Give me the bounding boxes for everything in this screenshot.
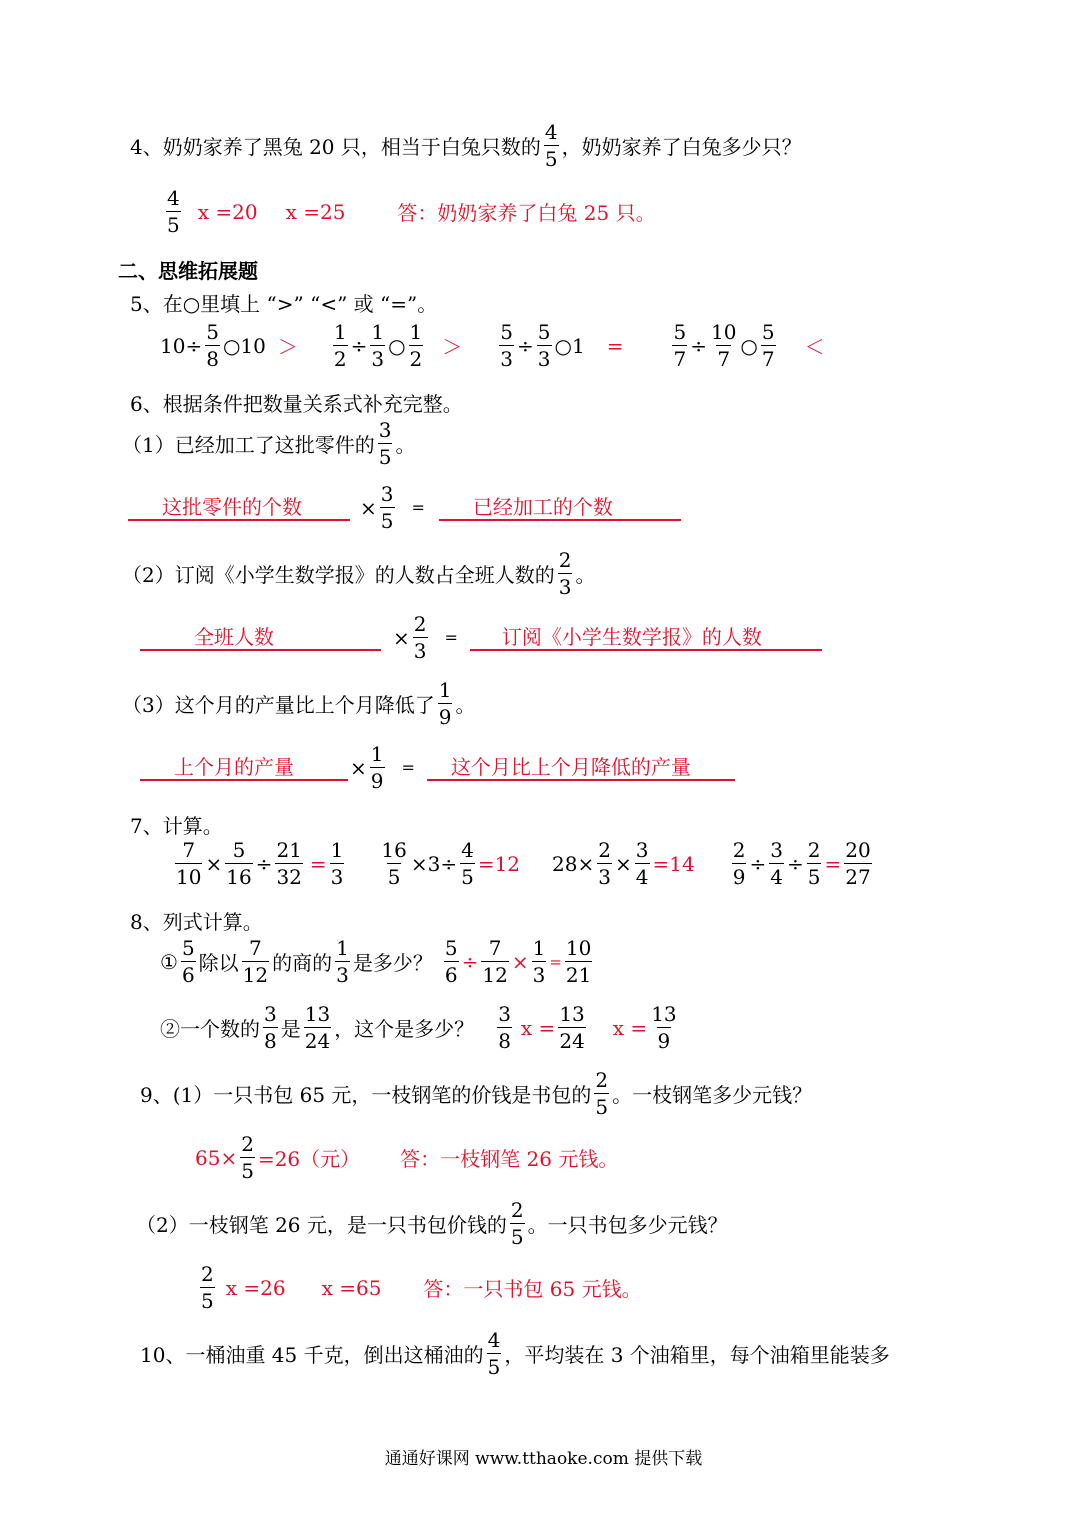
fraction: $\frac{5}{3}$ — [537, 320, 551, 371]
fraction: $\frac{2}{5}$ — [201, 1262, 214, 1313]
fraction: $\frac{4}{5}$ — [544, 120, 558, 171]
fraction: $\frac{3}{8}$ — [498, 1002, 511, 1053]
q5-items: 10÷ $\frac{5}{8}$ ○10 ＞ $\frac{1}{2}$ ÷ $\frac{1}{3}$ ○ $\frac{1}{2}$ ＞ $\frac{5}{3}$ ÷ $\frac{5}{3}$ ○1 = $\frac{5}{7}$ ÷ $\frac{10}{7}$ ○ $\frac{5}{7}$ ＜ — [160, 320, 825, 371]
fraction: $\frac{5}{6}$ — [181, 936, 195, 987]
q5-answer: = — [606, 333, 624, 358]
fraction: $\frac{16}{5}$ — [381, 838, 407, 889]
fraction: $\frac{13}{9}$ — [651, 1002, 677, 1053]
fraction: $\frac{2}{3}$ — [558, 548, 572, 599]
fraction: $\frac{5}{16}$ — [226, 838, 252, 889]
q9-part1: 9、(1）一只书包 65 元，一枝钢笔的价钱是书包的 $\frac{2}{5}$ 。一枝钢笔多少元钱？ — [140, 1068, 813, 1119]
fraction: $\frac{1}{3}$ — [371, 320, 385, 371]
fraction: $\frac{1}{2}$ — [333, 320, 347, 371]
q7-expressions: $\frac{7}{10}$ × $\frac{5}{16}$ ÷ $\frac{21}{32}$ = $\frac{1}{3}$ $\frac{16}{5}$ ×3÷ $\frac{4}{5}$ =12 28× $\frac{2}{3}$ × $\frac{3}{4}$ =14 $\frac{2}{9}$ ÷ $\frac{3}{4}$ ÷ $\frac{2}{5}$ = $\frac{20}{27}$ — [176, 838, 871, 889]
q8-part1: ① $\frac{5}{6}$ 除以 $\frac{7}{12}$ 的商的 $\frac{1}{3}$ 是多少？ $\frac{5}{6}$ ÷ $\frac{7}{12}$ × $\frac{1}{3}$ = $\frac{10}{21}$ — [160, 936, 592, 987]
q6-part2: （2）订阅《小学生数学报》的人数占全班人数的 $\frac{2}{3}$ 。 — [122, 548, 596, 599]
fraction: $\frac{2}{5}$ — [595, 1068, 609, 1119]
q9-part2-answer: $\frac{2}{5}$ x =26 x =65 答：一只书包 65 元钱。 — [201, 1262, 642, 1313]
fraction: $\frac{13}{24}$ — [559, 1002, 585, 1053]
page-footer: 通通好课网 www.tthaoke.com 提供下载 — [384, 1449, 703, 1469]
answer-blank: 全班人数 — [140, 625, 381, 651]
fraction: $\frac{5}{7}$ — [761, 320, 775, 371]
q6-part1-relation: 这批零件的个数 × $\frac{3}{5}$ = 已经加工的个数 — [128, 484, 681, 531]
fraction: $\frac{3}{4}$ — [770, 838, 783, 889]
fraction: $\frac{2}{5}$ — [510, 1198, 524, 1249]
fraction: $\frac{10}{7}$ — [710, 320, 737, 371]
q4-answer: $\frac{4}{5}$ x =20 x =25 答：奶奶家养了白兔 25 只。 — [167, 186, 656, 237]
q8-part2: ②一个数的 $\frac{3}{8}$ 是 $\frac{13}{24}$ ，这个是多少？ $\frac{3}{8}$ x = $\frac{13}{24}$ x = $\frac{13}{9}$ — [160, 1002, 677, 1053]
fraction: $\frac{3}{4}$ — [635, 838, 649, 889]
answer-blank: 这批零件的个数 — [128, 495, 350, 521]
fraction: $\frac{1}{2}$ — [409, 320, 423, 371]
fraction: $\frac{7}{12}$ — [242, 936, 269, 987]
fraction: $\frac{7}{12}$ — [482, 936, 508, 987]
answer-blank: 订阅《小学生数学报》的人数 — [470, 625, 822, 651]
section-title: 二、思维拓展题 — [118, 259, 258, 283]
q5-prompt: 5、在○里填上 “>” “<” 或 “=”。 — [130, 292, 438, 316]
q10-question: 10、一桶油重 45 千克，倒出这桶油的 $\frac{4}{5}$ ，平均装在 3 个油箱里，每个油箱里能装多 — [140, 1328, 890, 1379]
fraction: $\frac{1}{3}$ — [330, 838, 344, 889]
q6-prompt: 6、根据条件把数量关系式补充完整。 — [130, 392, 463, 416]
fraction: $\frac{2}{5}$ — [241, 1132, 254, 1183]
fraction: $\frac{5}{7}$ — [673, 320, 687, 371]
q6-part3: （3）这个月的产量比上个月降低了 $\frac{1}{9}$ 。 — [122, 678, 476, 729]
fraction: $\frac{2}{3}$ — [598, 838, 611, 889]
fraction: $\frac{3}{5}$ — [378, 418, 392, 469]
fraction: $\frac{5}{3}$ — [500, 320, 514, 371]
answer-blank: 上个月的产量 — [140, 755, 348, 781]
q6-part3-relation: 上个月的产量 × $\frac{1}{9}$ = 这个月比上个月降低的产量 — [140, 744, 735, 791]
fraction: $\frac{13}{24}$ — [304, 1002, 331, 1053]
fraction: $\frac{21}{32}$ — [276, 838, 302, 889]
fraction: $\frac{3}{5}$ — [380, 482, 394, 533]
fraction: $\frac{4}{5}$ — [461, 838, 474, 889]
fraction: $\frac{2}{9}$ — [732, 838, 746, 889]
fraction: $\frac{2}{3}$ — [413, 612, 427, 663]
q6-part1: （1）已经加工了这批零件的 $\frac{3}{5}$ 。 — [122, 418, 416, 469]
fraction: $\frac{4}{5}$ — [487, 1328, 501, 1379]
fraction: $\frac{3}{8}$ — [264, 1002, 277, 1053]
q9-part1-answer: 65× $\frac{2}{5}$ =26（元） 答：一枝钢笔 26 元钱。 — [195, 1132, 619, 1183]
fraction: $\frac{1}{9}$ — [370, 742, 384, 793]
answer-blank: 这个月比上个月降低的产量 — [427, 755, 735, 781]
answer-blank: 已经加工的个数 — [439, 495, 681, 521]
fraction: $\frac{7}{10}$ — [176, 838, 202, 889]
fraction: $\frac{2}{5}$ — [807, 838, 821, 889]
q9-part2: （2）一枝钢笔 26 元，是一只书包价钱的 $\frac{2}{5}$ 。一只书包多少元钱？ — [136, 1198, 728, 1249]
fraction: $\frac{1}{3}$ — [336, 936, 349, 987]
q5-answer: ＜ — [804, 335, 825, 359]
fraction: $\frac{5}{8}$ — [206, 320, 219, 371]
q5-answer: ＞ — [442, 335, 463, 359]
q8-prompt: 8、列式计算。 — [130, 910, 263, 934]
q4-question: 4、奶奶家养了黑兔 20 只，相当于白兔只数的 $\frac{4}{5}$ ，奶奶家养了白兔多少只？ — [130, 120, 802, 171]
q6-part2-relation: 全班人数 × $\frac{2}{3}$ = 订阅《小学生数学报》的人数 — [140, 614, 822, 661]
fraction: $\frac{10}{21}$ — [565, 936, 592, 987]
fraction: $\frac{20}{27}$ — [845, 838, 871, 889]
fraction: $\frac{4}{5}$ — [167, 186, 180, 237]
fraction: $\frac{5}{6}$ — [444, 936, 458, 987]
q5-answer: ＞ — [277, 335, 298, 359]
q7-prompt: 7、计算。 — [130, 814, 223, 838]
fraction: $\frac{1}{9}$ — [438, 678, 452, 729]
fraction: $\frac{1}{3}$ — [532, 936, 546, 987]
